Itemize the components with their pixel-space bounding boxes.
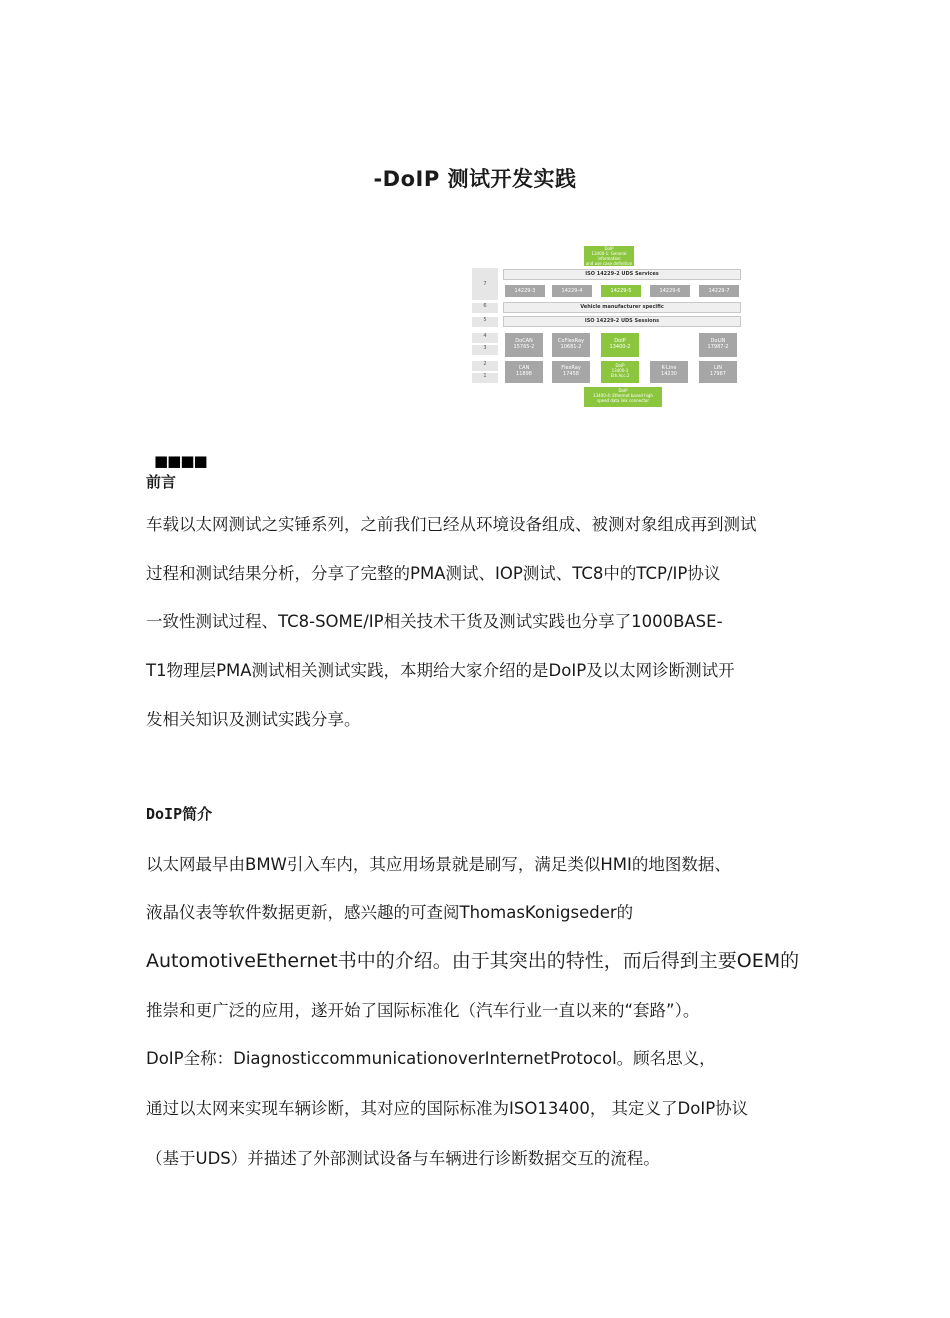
intro-line: （基于UDS）并描述了外部测试设备与车辆进行诊断数据交互的流程。 — [146, 1149, 660, 1168]
preface-line: 发相关知识及测试实践分享。 — [146, 710, 361, 729]
coflexray-box: CoFlexRay 10681-2 — [552, 333, 590, 357]
doip-13400-3-box: DoIP 13400-3 Eth.Acc.2 — [601, 361, 639, 383]
intro-line: AutomotiveEthernet书中的介绍。由于其突出的特性，而后得到主要OEM的 — [146, 950, 800, 972]
service-14229-7: 14229-7 — [699, 285, 739, 297]
uds-sessions-band: ISO 14229-2 UDS Sessions — [503, 316, 741, 327]
uds-services-band: ISO 14229-2 UDS Services — [503, 269, 741, 280]
doip-13400-1-box: DoIP 13400-1: General information and use case definition — [585, 246, 633, 266]
doip-intro-heading: DoIP简介 — [146, 805, 213, 823]
intro-line: 通过以太网来实现车辆诊断，其对应的国际标准为ISO13400， 其定义了DoIP协议 — [146, 1099, 749, 1118]
layer-1-label: 1 — [472, 373, 498, 383]
doip-13400-4-box: DoIP 13400-4: Ethernet based high speed data link connector — [584, 387, 662, 407]
preface-heading: 前言 — [146, 473, 177, 491]
layer-7-label: 7 — [472, 268, 498, 300]
intro-line: DoIP全称：DiagnosticcommunicationoverInternetProtocol。顾名思义， — [146, 1049, 716, 1068]
kline-box: K-Line 14230 — [650, 361, 688, 383]
layer-6-label: 6 — [472, 303, 498, 313]
docan-box: DoCAN 15765-2 — [505, 333, 543, 357]
intro-line: 液晶仪表等软件数据更新，感兴趣的可查阅ThomasKonigseder的 — [146, 903, 634, 922]
doip-13400-2-box: DoIP 13400-2 — [601, 333, 639, 357]
can-box: CAN 11898 — [505, 361, 543, 383]
service-14229-5: 14229-5 — [601, 285, 641, 297]
layer-5-label: 5 — [472, 317, 498, 327]
service-14229-3: 14229-3 — [505, 285, 545, 297]
layer-2-label: 2 — [472, 361, 498, 371]
decorative-squares: ■■■■ — [154, 452, 207, 470]
lin-box: LIN 17987 — [699, 361, 737, 383]
vehicle-specific-band: Vehicle manufacturer specific — [503, 302, 741, 313]
preface-line: 车载以太网测试之实锤系列，之前我们已经从环境设备组成、被测对象组成再到测试 — [146, 515, 757, 534]
layer-4-label: 4 — [472, 333, 498, 343]
layer-3-label: 3 — [472, 345, 498, 355]
preface-line: T1物理层PMA测试相关测试实践，本期给大家介绍的是DoIP及以太网诊断测试开 — [146, 661, 735, 680]
intro-line: 推崇和更广泛的应用，遂开始了国际标准化（汽车行业一直以来的“套路”）。 — [146, 1001, 700, 1020]
preface-line: 一致性测试过程、TC8-SOME/IP相关技术干货及测试实践也分享了1000BASE- — [146, 612, 723, 631]
dolin-box: DoLIN 17987-2 — [699, 333, 737, 357]
document-title: -DoIP 测试开发实践 — [373, 167, 577, 191]
preface-line: 过程和测试结果分析，分享了完整的PMA测试、IOP测试、TC8中的TCP/IP协议 — [146, 564, 721, 583]
doip-protocol-stack-diagram — [472, 246, 742, 410]
service-14229-4: 14229-4 — [552, 285, 592, 297]
service-14229-6: 14229-6 — [650, 285, 690, 297]
flexray-box: FlexRay 17458 — [552, 361, 590, 383]
intro-line: 以太网最早由BMW引入车内，其应用场景就是刷写，满足类似HMI的地图数据、 — [146, 855, 731, 874]
